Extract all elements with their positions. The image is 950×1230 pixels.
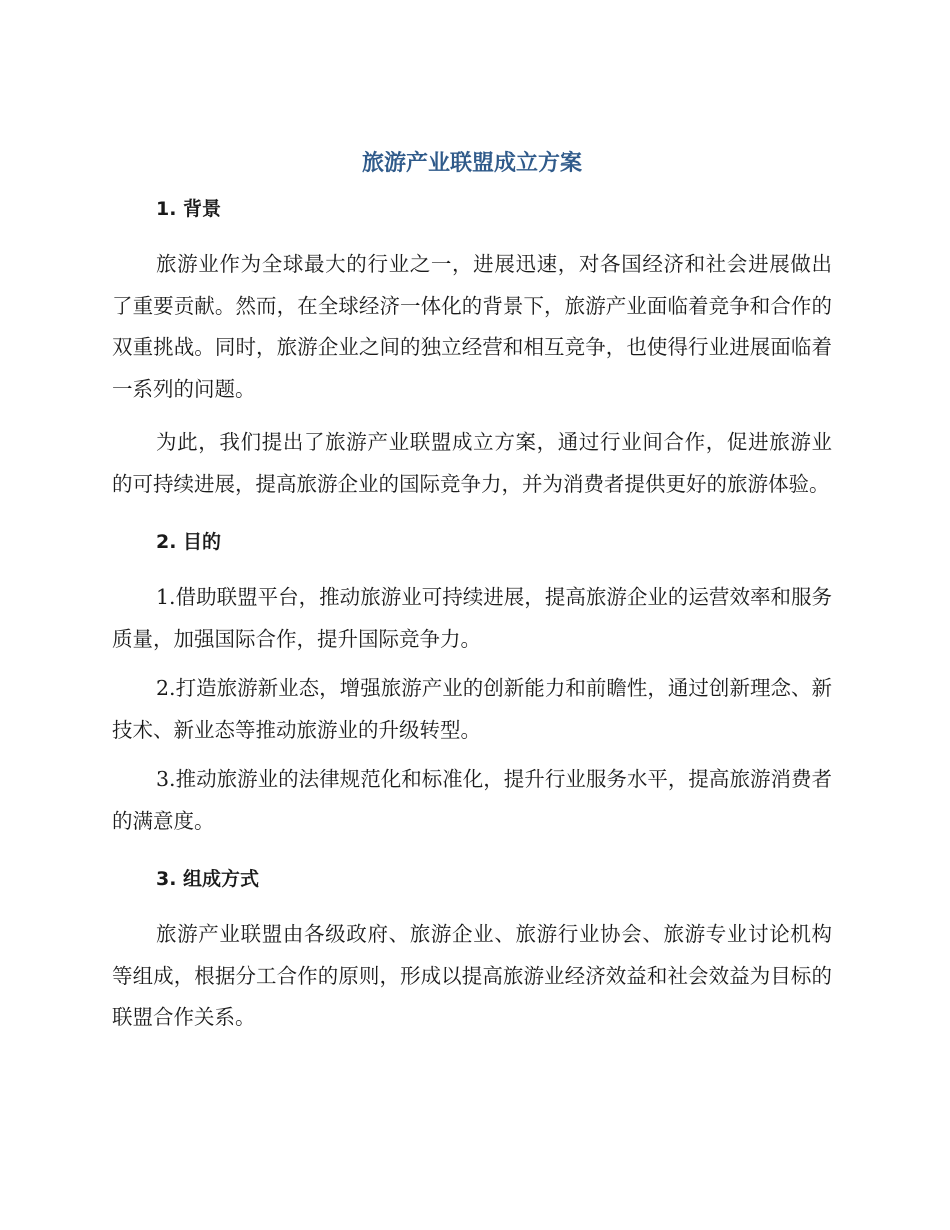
- paragraph-purpose-3: 3.推动旅游业的法律规范化和标准化，提升行业服务水平，提高旅游消费者的满意度。: [112, 767, 832, 833]
- document-page: [112, 146, 832, 1051]
- section-heading-purpose: 2. 目的: [156, 531, 222, 553]
- section-composition: [112, 864, 832, 1039]
- section-background: [112, 194, 832, 505]
- section-heading-composition: 3. 组成方式: [156, 868, 260, 890]
- paragraph-purpose-2: 2.打造旅游新业态，增强旅游产业的创新能力和前瞻性，通过创新理念、新技术、新业态等推动旅游业的升级转型。: [112, 676, 832, 742]
- paragraph-composition-1: 旅游产业联盟由各级政府、旅游企业、旅游行业协会、旅游专业讨论机构等组成，根据分工合作的原则，形成以提高旅游业经济效益和社会效益为目标的联盟合作关系。: [112, 922, 832, 1029]
- paragraph-purpose-1: 1.借助联盟平台，推动旅游业可持续进展，提高旅游企业的运营效率和服务质量，加强国际合作，提升国际竞争力。: [112, 585, 832, 651]
- document-title: 旅游产业联盟成立方案: [361, 151, 582, 176]
- paragraph-background-1: 旅游业作为全球最大的行业之一，进展迅速，对各国经济和社会进展做出了重要贡献。然而，在全球经济一体化的背景下，旅游产业面临着竞争和合作的双重挑战。同时，旅游企业之间的独立经营和相互竞争，也使得行业进展面临着一系列的问题。: [112, 252, 832, 401]
- paragraph-background-2: 为此，我们提出了旅游产业联盟成立方案，通过行业间合作，促进旅游业的可持续进展，提高旅游企业的国际竞争力，并为消费者提供更好的旅游体验。: [112, 430, 832, 496]
- section-heading-background: 1. 背景: [156, 198, 222, 220]
- section-purpose: [112, 527, 832, 842]
